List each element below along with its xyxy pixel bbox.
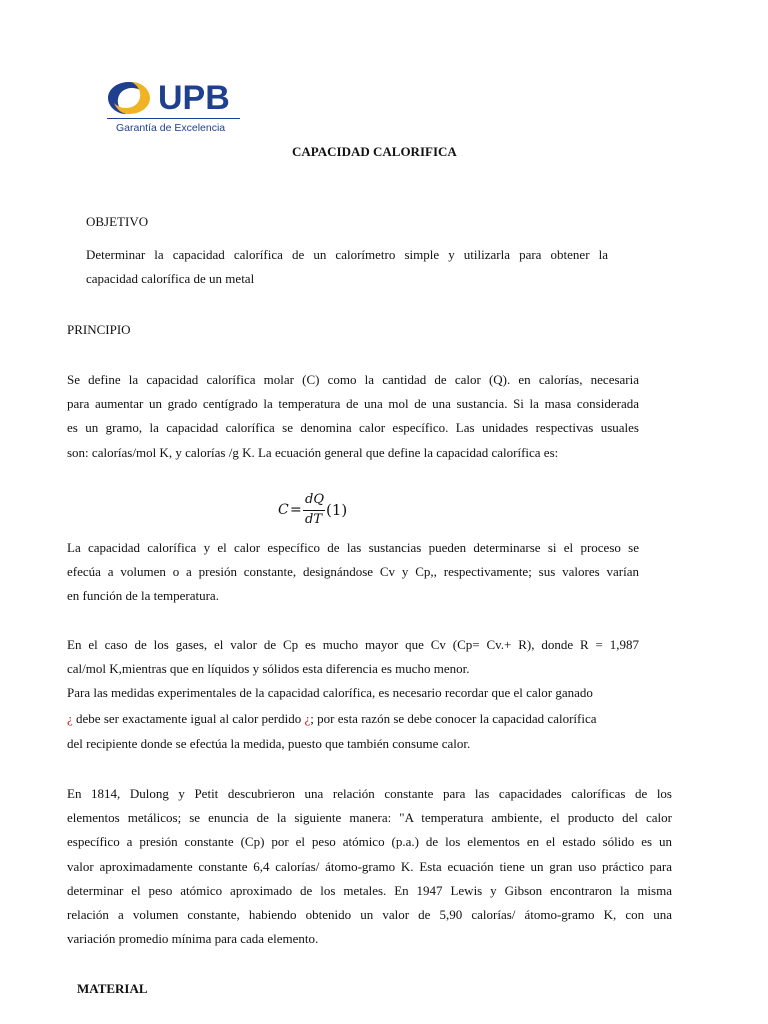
text-line: cal/mol K,mientras que en líquidos y sólidos esta diferencia es mucho menor.	[67, 661, 470, 677]
principio-paragraph-4	[67, 782, 672, 951]
text-line: Determinar la capacidad calorífica de un calorímetro simple y utilizarla para obtener la	[86, 247, 608, 262]
text-line: elementos metálicos; se enuncia de la siguiente manera: "A temperatura ambiente, el producto del calor	[67, 810, 672, 826]
text-line: capacidad calorífica de un metal	[86, 271, 255, 287]
material-heading: MATERIAL	[77, 981, 148, 996]
logo-brand: UPB	[158, 79, 230, 117]
equation-numerator: dQ	[305, 492, 324, 507]
heat-capacity-equation	[278, 490, 358, 532]
principio-paragraph-3	[67, 633, 639, 756]
text-line: en función de la temperatura.	[67, 588, 219, 604]
text-line: relación a volumen constante, habiendo obtenido un valor de 5,90 calorías/ átomo-gramo K, con una	[67, 906, 672, 922]
fraction-bar	[303, 510, 325, 511]
document-title: CAPACIDAD CALORIFICA	[292, 144, 457, 159]
text-segment: ; por esta razón se debe conocer la capacidad calorífica	[310, 710, 597, 726]
text-segment: debe ser exactamente igual al calor perdido	[72, 710, 305, 726]
logo-tagline: Garantía de Excelencia	[116, 122, 226, 134]
text-line: variación promedio mínima para cada elemento.	[67, 931, 319, 947]
equation-denominator: dT	[305, 512, 322, 527]
text-line: determinar el peso atómico aproximado de los metales. En 1947 Lewis y Gibson encontraron la misma	[67, 882, 672, 898]
text-line	[67, 706, 639, 731]
equation-equals: =	[290, 502, 302, 518]
text-line: Se define la capacidad calorífica molar (C) como la cantidad de calor (Q). en calorías, necesaria	[67, 372, 639, 387]
text-line: del recipiente donde se efectúa la medida, puesto que también consume calor.	[67, 735, 471, 751]
principio-paragraph-2	[67, 536, 639, 609]
upb-logo	[100, 74, 245, 140]
text-line: efecúa a volumen o a presión constante, designándose Cv y Cp,, respectivamente; sus valores varían	[67, 564, 639, 580]
upb-swirl-icon	[104, 78, 154, 118]
principio-paragraph-1	[67, 368, 639, 465]
text-line: La capacidad calorífica y el calor específico de las sustancias pueden determinarse si el proceso se	[67, 540, 639, 555]
text-line: valor aproximadamente constante 6,4 calorías/ átomo-gramo K. Esta ecuación tiene un gran uso práctico para	[67, 858, 672, 874]
text-line: En 1814, Dulong y Petit descubrieron una relación constante para las capacidades caloríficas de los	[67, 786, 672, 801]
text-line: Para las medidas experimentales de la capacidad calorífica, es necesario recordar que el calor ganado	[67, 685, 593, 701]
equation-number: (1)	[326, 501, 348, 519]
principio-heading: PRINCIPIO	[67, 322, 131, 337]
objetivo-paragraph	[86, 243, 608, 291]
text-line: En el caso de los gases, el valor de Cp es mucho mayor que Cv (Cp= Cv.+ R), donde R = 1,987	[67, 637, 639, 652]
text-line: son: calorías/mol K, y calorías /g K. La ecuación general que define la capacidad calorífica es:	[67, 444, 559, 460]
text-line: para aumentar un grado centígrado la temperatura de una mol de una sustancia. Si la masa considerada	[67, 396, 639, 412]
inverted-question-mark: ¿	[67, 710, 73, 726]
inverted-question-mark: ¿	[304, 710, 311, 726]
text-line: es un gramo, la capacidad calorífica se denomina calor específico. Las unidades respectivas usuales	[67, 420, 639, 436]
objetivo-heading: OBJETIVO	[86, 214, 149, 229]
equation-lhs: C	[278, 502, 289, 518]
logo-divider	[107, 118, 240, 119]
text-line: específico a presión constante (Cp) por el peso atómico (p.a.) de los elementos en el estado sólido es un	[67, 834, 672, 850]
